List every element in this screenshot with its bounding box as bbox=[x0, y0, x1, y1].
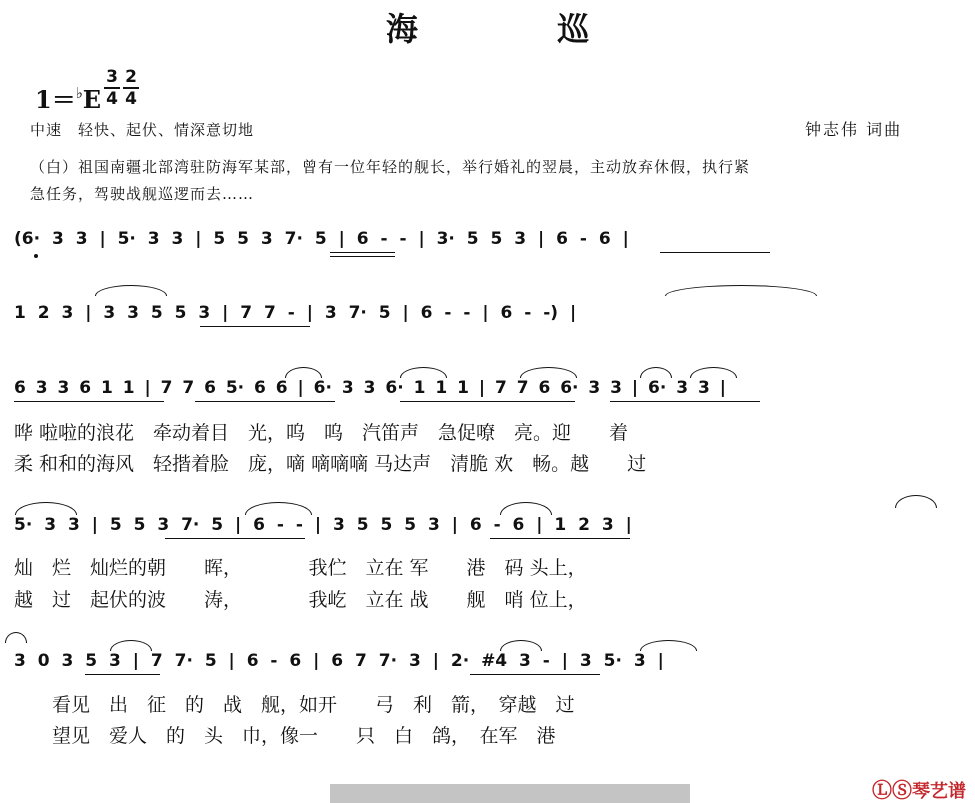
lyrics-line-4a: 灿 烂 灿烂的朝 晖， 我伫 立在 军 港 码 头上， bbox=[14, 557, 587, 579]
low-octave-dot bbox=[34, 254, 38, 258]
notation-line-5: 3 0 3 5 3 | 7 7· 5 | 6 - 6 | 6 7 7· 3 | 2· #4 3 - | 3 5· 3 | bbox=[14, 651, 664, 671]
logo-text: 琴艺谱 bbox=[912, 781, 966, 802]
site-logo bbox=[872, 774, 966, 803]
footer-scroll-bar bbox=[330, 784, 690, 803]
slur bbox=[640, 640, 697, 651]
lyrics-line-3a: 哗 啦啦的浪花 牵动着目 光，呜 呜 汽笛声 急促嘹 亮。迎 着 bbox=[14, 422, 629, 444]
eighth-beam bbox=[400, 401, 575, 402]
sixteenth-beam bbox=[330, 256, 395, 257]
notation-line-3: 6 3 3 6 1 1 | 7 7 6 5· 6 6 | 6· 3 3 6· 1 1 1 | 7 7 6 6· 3 3 | 6· 3 3 | bbox=[14, 378, 726, 398]
tie bbox=[95, 285, 167, 296]
eighth-beam bbox=[490, 538, 630, 539]
lyrics-line-3b: 柔 和和的海风 轻揩着脸 庞，嘀 嘀嘀嘀 马达声 清脆 欢 畅。越 过 bbox=[14, 453, 647, 475]
narration-line-2: 急任务，驾驶战舰巡逻而去…… bbox=[30, 185, 255, 203]
eighth-beam bbox=[14, 401, 164, 402]
narration-line-1: （白）祖国南疆北部湾驻防海军某部，曾有一位年轻的舰长，举行婚礼的翌晨，主动放弃休假，执行紧 bbox=[30, 158, 751, 176]
tie bbox=[5, 632, 27, 643]
eighth-beam bbox=[470, 674, 600, 675]
tie bbox=[665, 285, 817, 296]
slur bbox=[520, 367, 577, 378]
lyrics-line-5b: 望见 爱人 的 头 巾，像一 只 白 鸽， 在军 港 bbox=[14, 725, 556, 747]
slur bbox=[110, 640, 152, 651]
flat-sign: ♭ bbox=[75, 84, 83, 102]
key-signature bbox=[35, 80, 101, 115]
key-prefix: 1＝ bbox=[35, 85, 76, 114]
tempo-marking: 中速 轻快、起伏、情深意切地 bbox=[30, 121, 255, 139]
eighth-beam bbox=[85, 674, 160, 675]
song-title: 海 巡 bbox=[385, 10, 654, 48]
key-note: E bbox=[82, 85, 102, 114]
eighth-beam bbox=[165, 538, 305, 539]
time-sig-bottom: 4 bbox=[106, 89, 118, 109]
time-signature-2 bbox=[123, 68, 139, 108]
tie bbox=[895, 495, 937, 508]
slur bbox=[500, 502, 552, 515]
eighth-beam bbox=[195, 401, 335, 402]
eighth-beam bbox=[660, 252, 770, 253]
notation-line-4: 5· 3 3 | 5 5 3 7· 5 | 6 - - | 3 5 5 5 3 | 6 - 6 | 1 2 3 | bbox=[14, 515, 632, 535]
time-sig-bottom: 4 bbox=[125, 89, 137, 109]
time-signature-1 bbox=[104, 68, 120, 108]
slur bbox=[285, 367, 322, 378]
eighth-beam bbox=[610, 401, 760, 402]
slur bbox=[245, 502, 312, 515]
slur bbox=[640, 367, 672, 378]
slur bbox=[15, 502, 77, 515]
composer-credit: 钟志伟 词曲 bbox=[805, 120, 903, 139]
notation-line-2: 1 2 3 | 3 3 5 5 3 | 7 7 - | 3 7· 5 | 6 - - | 6 - -) | bbox=[14, 303, 577, 323]
eighth-beam bbox=[330, 252, 395, 253]
lyrics-line-5a: 看见 出 征 的 战 舰，如开 弓 利 箭， 穿越 过 bbox=[14, 694, 575, 716]
notation-line-1: (6· 3 3 | 5· 3 3 | 5 5 3 7· 5 | 6 - - | 3· 5 5 3 | 6 - 6 | bbox=[14, 229, 629, 249]
eighth-beam bbox=[200, 326, 310, 327]
time-sig-top: 3 bbox=[106, 67, 118, 87]
logo-icon: ⓁⓈ bbox=[872, 778, 912, 802]
time-sig-top: 2 bbox=[125, 67, 137, 87]
lyrics-line-4b: 越 过 起伏的波 涛， 我屹 立在 战 舰 哨 位上， bbox=[14, 589, 587, 611]
slur bbox=[690, 367, 737, 378]
slur bbox=[500, 640, 542, 651]
slur bbox=[400, 367, 447, 378]
